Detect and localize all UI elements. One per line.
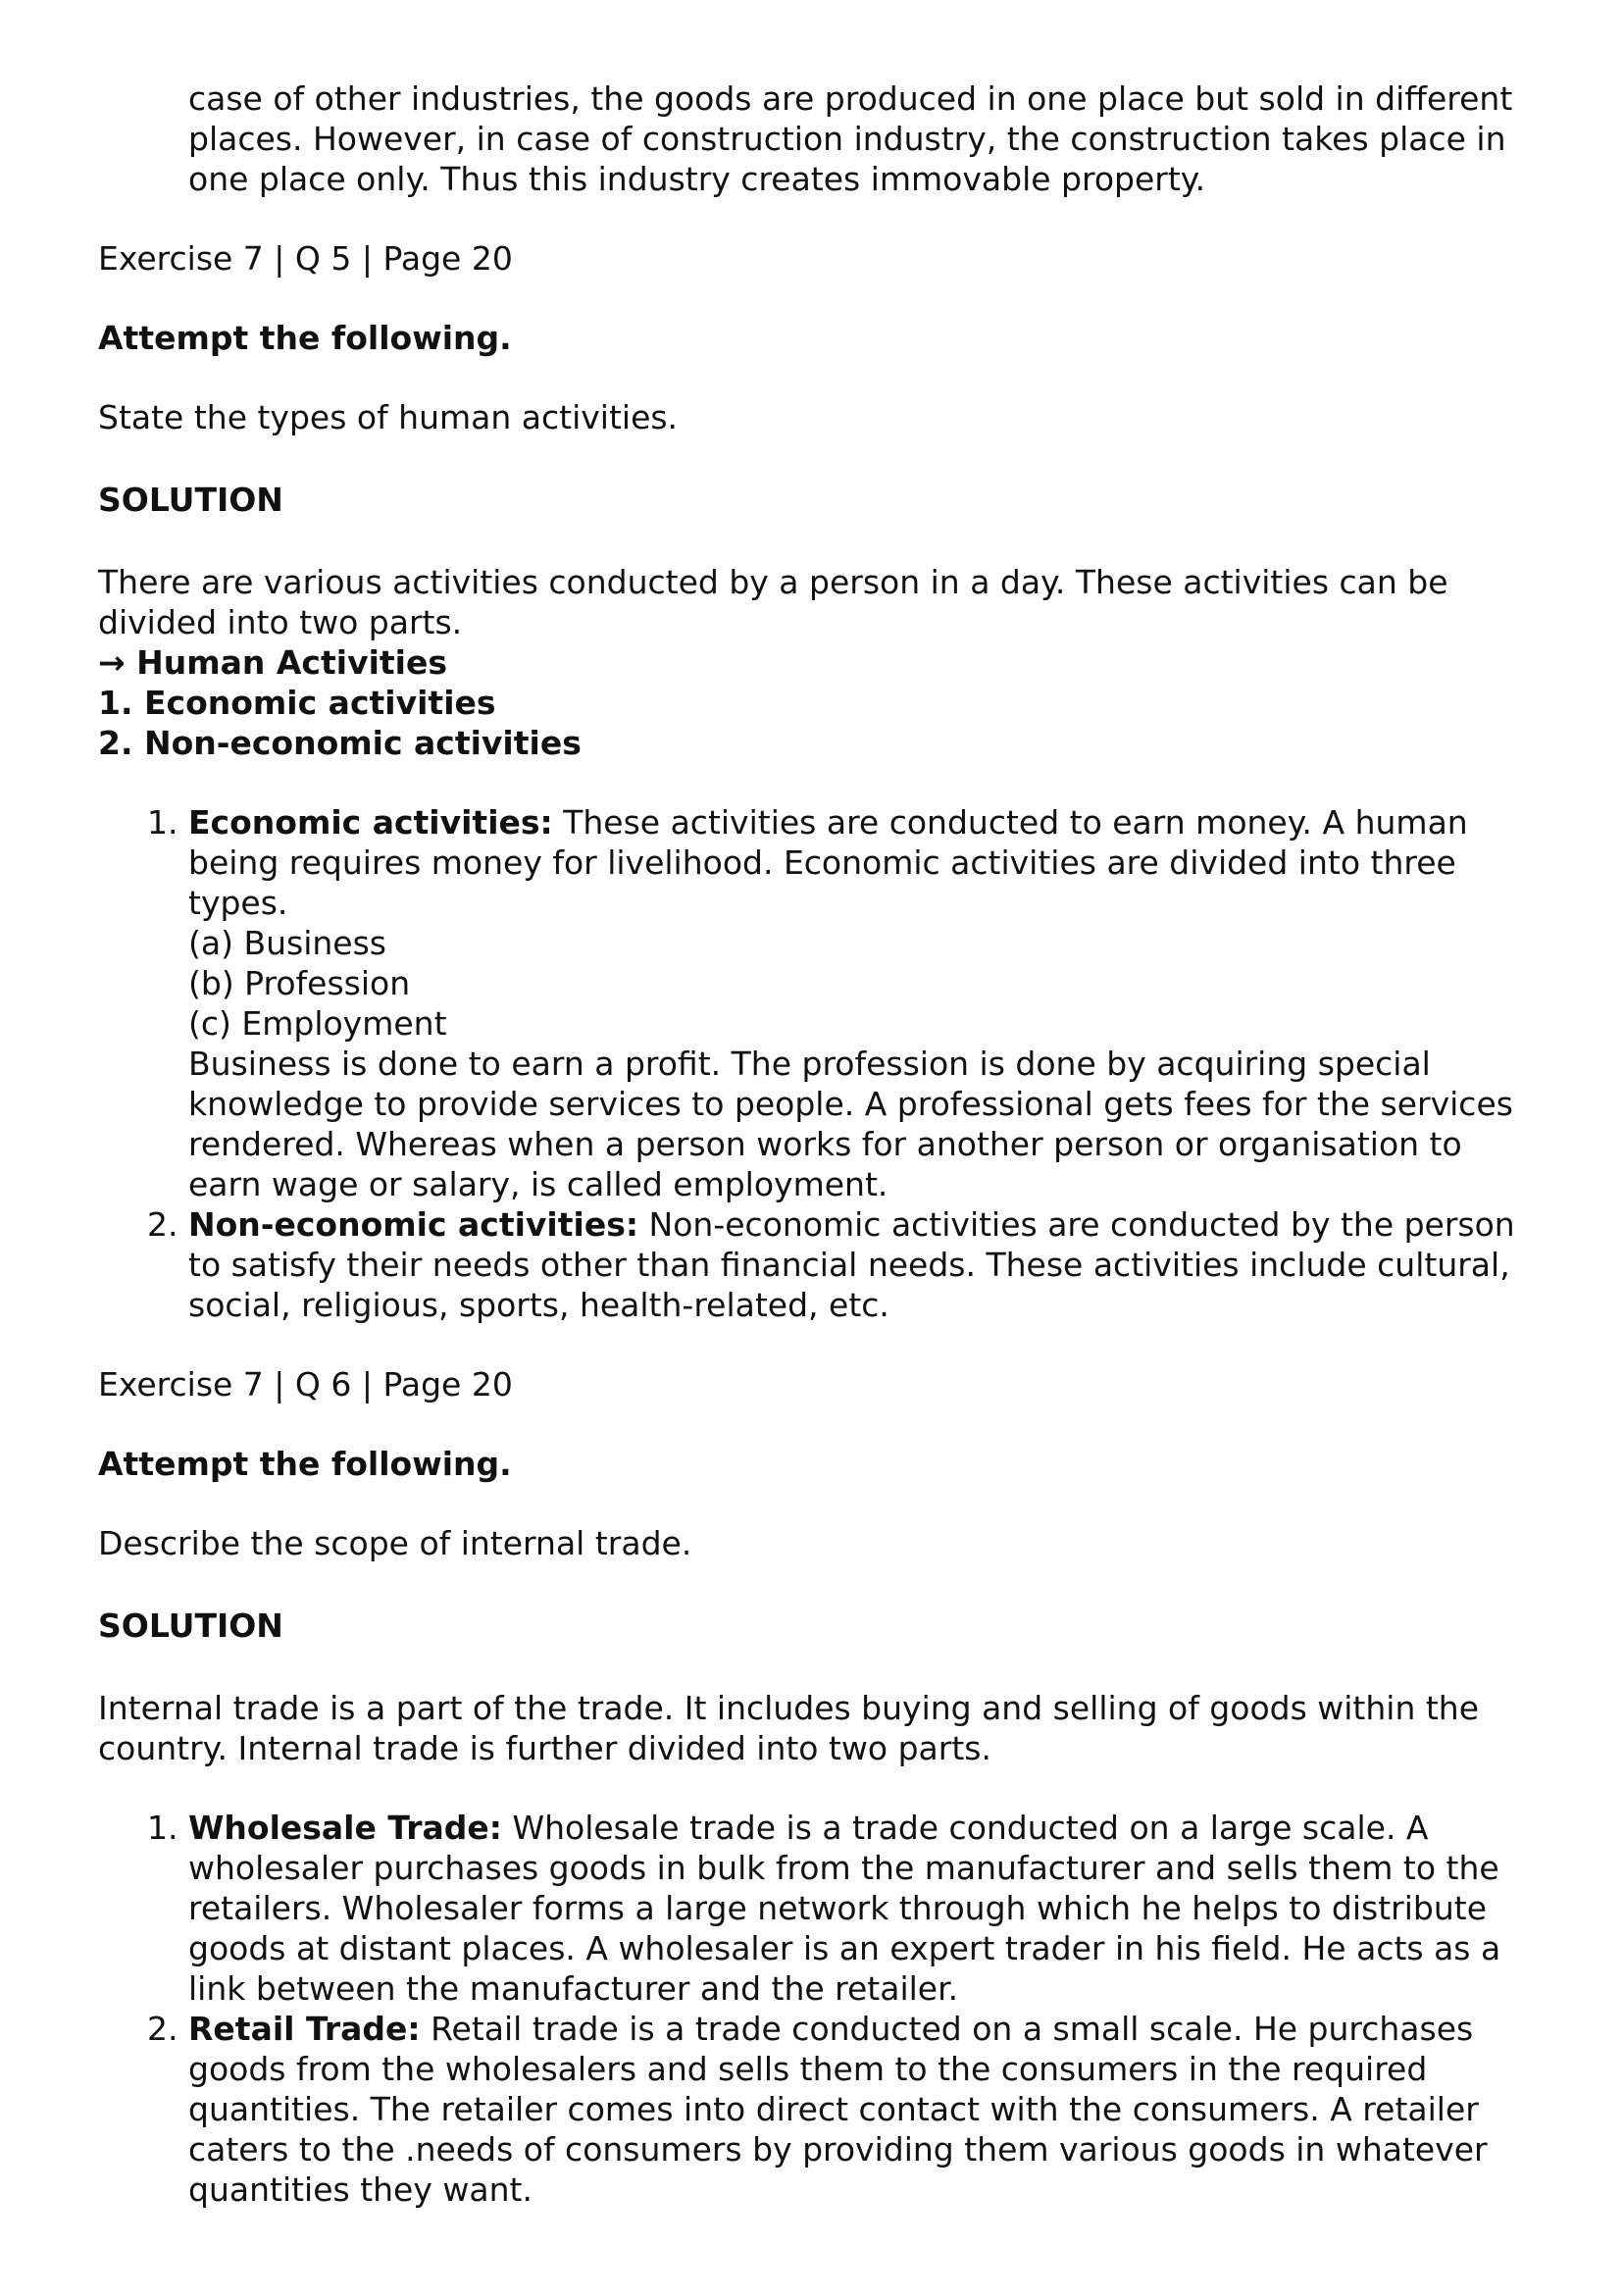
question-6-list bbox=[98, 1808, 1525, 2210]
question-5-text: State the types of human activities. bbox=[98, 398, 679, 436]
question-5-meta: Exercise 7 | Q 5 | Page 20 bbox=[98, 239, 513, 278]
list-item bbox=[188, 2009, 1525, 2210]
human-activities-heading: → Human Activities bbox=[98, 643, 448, 682]
list-item bbox=[188, 802, 1525, 1204]
question-5-list bbox=[98, 802, 1525, 1325]
question-6-solution-label: SOLUTION bbox=[98, 1607, 283, 1645]
list-item bbox=[188, 1204, 1525, 1325]
list-item-term: Wholesale Trade: bbox=[188, 1809, 502, 1847]
question-6-text: Describe the scope of internal trade. bbox=[98, 1524, 692, 1562]
list-item-text: Wholesale trade is a trade conducted on a large scale. A wholesaler purchases goods in bulk from the manufacturer and sells them to the retailers. Wholesaler forms a large network through which he helps to distribute goods at distant places. A wholesaler is an expert trader in his field. He acts as a link between the manufacturer and the retailer. bbox=[188, 1809, 1501, 2008]
list-item-explanation: Business is done to earn a profit. The profession is done by acquiring special knowledge to provide services to people. A professional gets fees for the services rendered. Whereas when a person works for another person or organisation to earn wage or salary, is called employment. bbox=[188, 1045, 1513, 1203]
list-item-text: These activities are conducted to earn money. A human being requires money for livelihood. Economic activities are divided into three types. bbox=[188, 803, 1468, 922]
sub-item-business: (a) Business bbox=[188, 924, 386, 962]
list-item-term: Economic activities: bbox=[188, 803, 553, 842]
question-6-section bbox=[98, 1364, 1525, 2210]
list-item-text: Retail trade is a trade conducted on a small scale. He purchases goods from the wholesalers and sells them to the consumers in the required quantities. The retailer comes into direct contact with the consumers. A retailer caters to the .needs of consumers by providing them various goods in whatever quantities they want. bbox=[188, 2010, 1488, 2209]
question-5-intro: There are various activities conducted by a person in a day. These activities can be divided into two parts. bbox=[98, 563, 1448, 641]
list-item-text: Non-economic activities are conducted by the person to satisfy their needs other than financial needs. These activities include cultural, social, religious, sports, health-related, etc. bbox=[188, 1205, 1515, 1324]
sub-item-profession: (b) Profession bbox=[188, 964, 411, 1002]
question-6-intro: Internal trade is a part of the trade. It includes buying and selling of goods within the country. Internal trade is further divided into two parts. bbox=[98, 1689, 1480, 1767]
list-item-term: Non-economic activities: bbox=[188, 1205, 639, 1244]
continuation-paragraph: case of other industries, the goods are produced in one place but sold in different places. However, in case of construction industry, the construction takes place in one place only. Thus this industry creates immovable property. bbox=[188, 79, 1513, 198]
question-5-section bbox=[98, 238, 1525, 1325]
question-5-solution-label: SOLUTION bbox=[98, 481, 283, 519]
list-item-term: Retail Trade: bbox=[188, 2010, 421, 2048]
sub-item-employment: (c) Employment bbox=[188, 1004, 447, 1043]
non-economic-activities-line: 2. Non-economic activities bbox=[98, 724, 582, 762]
question-6-instruction: Attempt the following. bbox=[98, 1445, 512, 1483]
question-5-instruction: Attempt the following. bbox=[98, 319, 512, 357]
economic-activities-line: 1. Economic activities bbox=[98, 684, 496, 722]
question-6-meta: Exercise 7 | Q 6 | Page 20 bbox=[98, 1365, 513, 1403]
list-item bbox=[188, 1808, 1525, 2009]
